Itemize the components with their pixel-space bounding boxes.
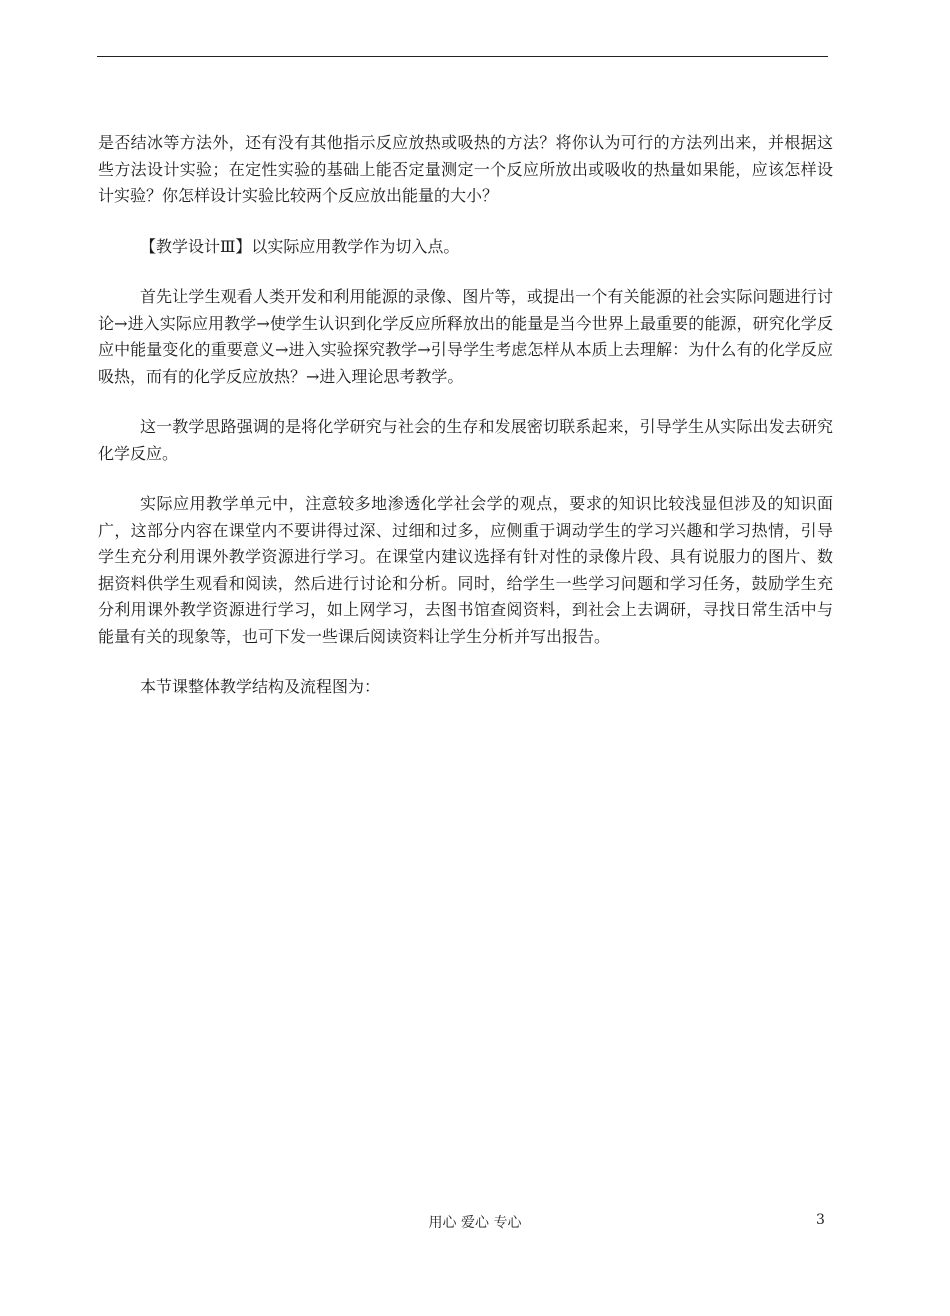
paragraph-flowchart-intro: 本节课整体教学结构及流程图为： [140,677,381,696]
paragraph-teaching-idea: 这一教学思路强调的是将化学研究与社会的生存和发展密切联系起来，引导学生从实际出发去研究化学反应。 [98,417,833,463]
paragraph-design-heading: 【教学设计Ⅲ】以实际应用教学作为切入点。 [140,236,460,256]
header-rule [97,56,828,57]
document-body [98,130,833,725]
page-number: 3 [816,1212,825,1228]
paragraph-continuation: 是否结冰等方法外，还有没有其他指示反应放热或吸热的方法？将你认为可行的方法列出来，并根据这些方法设计实验；在定性实验的基础上能否定量测定一个反应所放出或吸收的热量如果能，应该怎样设计实验？你怎样设计实验比较两个反应放出能量的大小？ [98,133,833,205]
footer-motto: 用心 爱心 专心 [428,1215,522,1231]
paragraph-application-unit: 实际应用教学单元中，注意较多地渗透化学社会学的观点，要求的知识比较浅显但涉及的知识面广，这部分内容在课堂内不要讲得过深、过细和过多，应侧重于调动学生的学习兴趣和学习热情，引导学生充分利用课外教学资源进行学习。在课堂内建议选择有针对性的录像片段、具有说服力的图片、数据资料供学生观看和阅读，然后进行讨论和分析。同时，给学生一些学习问题和学习任务，鼓励学生充分利用课外教学资源进行学习，如上网学习，去图书馆查阅资料，到社会上去调研，寻找日常生活中与能量有关的现象等，也可下发一些课后阅读资料让学生分析并写出报告。 [98,494,833,646]
paragraph-teaching-flow: 首先让学生观看人类开发和利用能源的录像、图片等，或提出一个有关能源的社会实际问题进行讨论→进入实际应用教学→使学生认识到化学反应所释放出的能量是当今世界上最重要的能源，研究化学反应中能量变化的重要意义→进入实验探究教学→引导学生考虑怎样从本质上去理解：为什么有的化学反应吸热，而有的化学反应放热？→进入理论思考教学。 [98,287,833,386]
